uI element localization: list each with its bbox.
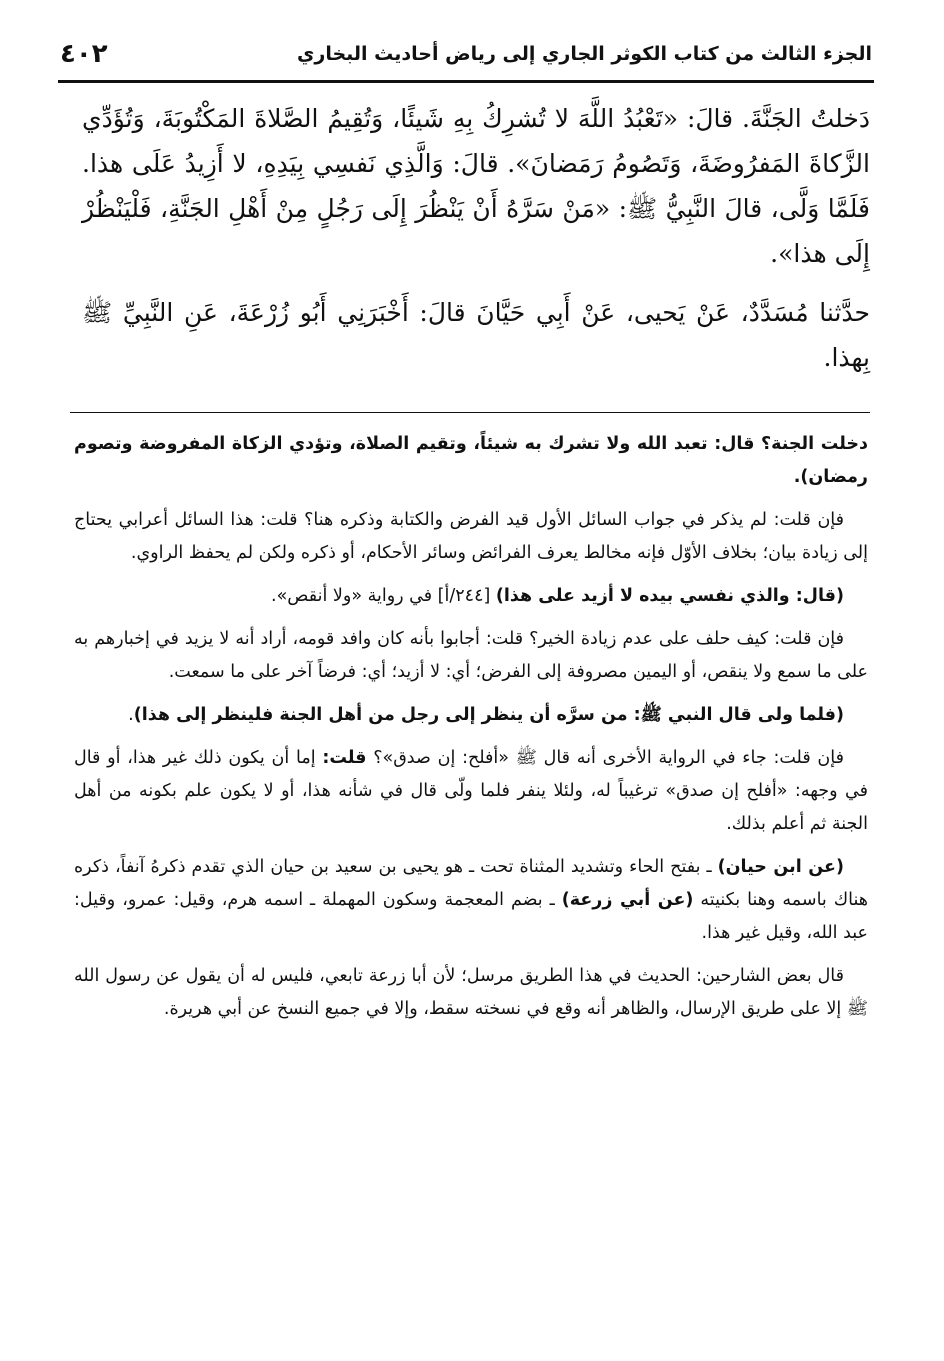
hadith-paragraph-2: حدَّثنا مُسَدَّدٌ، عَنْ يَحيى، عَنْ أَبِي حَيَّانَ قالَ: أَخْبَرَنِي أَبُو زُرْعَةَ، عَنِ النَّبِيِّ ﷺ بِهذا. <box>82 298 870 372</box>
answer-marker: قلت: <box>322 748 367 768</box>
commentary-note: ـ بفتح الحاء وتشديد المثناة تحت ـ هو يحيى بن سعيد بن حيان الذي تقدم ذكرهُ آنفاً، ذكره هناك باسمه وهنا بكنيته <box>74 857 869 910</box>
commentary-paragraph-5 <box>74 699 868 732</box>
commentary-note: [٢٤٤/أ] في رواية «ولا أنقص». <box>271 586 496 606</box>
quoted-matn: (عن أبي زرعة) <box>561 890 694 910</box>
quoted-matn: (عن ابن حيان) <box>717 857 844 877</box>
running-title: الجزء الثالث من كتاب الكوثر الجاري إلى رياض أحاديث البخاري <box>296 43 872 65</box>
commentary-note: . <box>128 705 134 725</box>
commentary-note: إما أن يكون ذلك غير هذا، أو قال في وجهه: «أفلح إن صدق» ترغيباً له، ولئلا ينفر فلما ولّى قال في شأنه هذا، أو لا يكون علم بكونه من أهل الجنة ثم أعلم بذلك. <box>74 748 868 834</box>
quoted-matn: (فلما ولى قال النبي ﷺ: من سرَّه أن ينظر إلى رجل من أهل الجنة فلينظر إلى هذا) <box>133 705 844 725</box>
page-number: ٤٠٢ <box>60 39 108 69</box>
hadith-text <box>82 96 870 394</box>
commentary-note: فإن قلت: جاء في الرواية الأخرى أنه قال ﷺ «أفلح: إن صدق»؟ <box>366 748 844 768</box>
commentary-note: ـ بضم المعجمة وسكون المهملة ـ اسمه هرم، وقيل: عمرو، وقيل: عبد الله، وقيل غير هذا. <box>74 890 868 943</box>
commentary-paragraph-2: فإن قلت: لم يذكر في جواب السائل الأول قيد الفرض والكتابة وذكره هنا؟ قلت: هذا السائل أعرابي يحتاج إلى زيادة بيان؛ بخلاف الأوّل فإنه مخالط يعرف الفرائض وسائر الأحكام، أو ذكره ولكن لم يحفظ الراوي. <box>74 510 868 563</box>
commentary-paragraph-7 <box>74 851 868 950</box>
page-header <box>60 30 872 78</box>
header-rule <box>58 80 874 83</box>
quoted-matn: (قال: والذي نفسي بيده لا أزيد على هذا) <box>495 586 844 606</box>
commentary-paragraph-1: دخلت الجنة؟ قال: تعبد الله ولا تشرك به شيئاً، وتقيم الصلاة، وتؤدي الزكاة المفروضة وتصوم رمضان). <box>74 434 868 487</box>
commentary-paragraph-8: قال بعض الشارحين: الحديث في هذا الطريق مرسل؛ لأن أبا زرعة تابعي، فليس له أن يقول عن رسول الله ﷺ إلا على طريق الإرسال، والظاهر أنه وقع في نسخته سقط، وإلا في جميع النسخ عن أبي هريرة. <box>74 966 868 1019</box>
commentary-paragraph-4: فإن قلت: كيف حلف على عدم زيادة الخير؟ قلت: أجابوا بأنه كان وافد قومه، أراد أنه لا يزيد في إخبارهم به على ما سمع ولا ينقص، أو اليمين مصروفة إلى الفرض؛ أي: لا أزيد؛ أي: فرضاً آخر على ما سمعت. <box>74 629 868 682</box>
section-divider <box>70 412 870 413</box>
hadith-paragraph-1: دَخلتُ الجَنَّةَ. قالَ: «تَعْبُدُ اللَّهَ لا تُشرِكُ بِهِ شَيئًا، وَتُقِيمُ الصَّلاةَ المَكْتُوبَةَ، وَتُؤَدِّي الزَّكاةَ المَفرُوضَةَ، وَتَصُومُ رَمَضانَ». قالَ: وَالَّذِي نَفسِي بِيَدِهِ، لا أَزِيدُ عَلَى هذا. فَلَمَّا وَلَّى، قالَ النَّبِيُّ ﷺ: «مَنْ سَرَّهُ أَنْ يَنْظُرَ إِلَى رَجُلٍ مِنْ أَهْلِ الجَنَّةِ، فَلْيَنْظُرْ إِلَى هذا». <box>82 104 870 268</box>
commentary-text <box>74 428 868 1036</box>
commentary-paragraph-3 <box>74 580 868 613</box>
commentary-paragraph-6 <box>74 742 868 841</box>
